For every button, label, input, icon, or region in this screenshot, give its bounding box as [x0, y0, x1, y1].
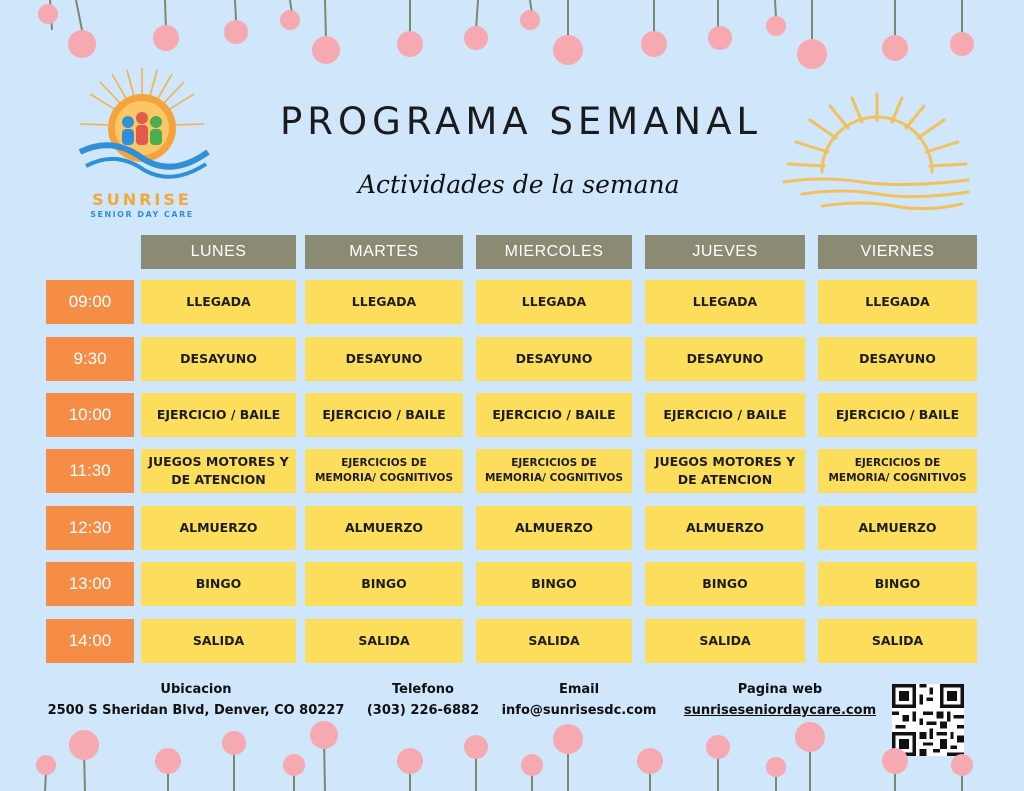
activity-cell: BINGO: [305, 562, 463, 606]
activity-cell: LLEGADA: [141, 280, 296, 324]
flower-icon: [397, 0, 423, 57]
time-cell: 09:00: [46, 280, 134, 324]
activity-cell: LLEGADA: [645, 280, 805, 324]
flower-icon: [464, 735, 488, 791]
flower-icon: [520, 0, 583, 65]
activity-cell: BINGO: [818, 562, 977, 606]
activity-cell: DESAYUNO: [141, 337, 296, 381]
flower-icon: [882, 0, 908, 61]
activity-cell: DESAYUNO: [818, 337, 977, 381]
flower-icon: [222, 731, 246, 791]
activity-cell: ALMUERZO: [818, 506, 977, 550]
day-header-tuesday: MARTES: [305, 235, 463, 269]
footer-email: [494, 680, 664, 722]
day-header-thursday: JUEVES: [645, 235, 805, 269]
activity-cell: EJERCICIO / BAILE: [141, 393, 296, 437]
page-subtitle: Actividades de la semana: [358, 170, 680, 199]
activity-cell: JUEGOS MOTORES Y DE ATENCION: [141, 449, 296, 493]
activity-cell: SALIDA: [141, 619, 296, 663]
footer-website: [672, 680, 888, 722]
flower-icon: [708, 0, 732, 50]
website-label: Pagina web: [737, 682, 823, 697]
time-cell: 13:00: [46, 562, 134, 606]
flower-icon: [283, 721, 338, 791]
activity-cell: LLEGADA: [476, 280, 632, 324]
flower-icon: [766, 0, 827, 69]
day-header-monday: LUNES: [141, 235, 296, 269]
activity-cell: ALMUERZO: [476, 506, 632, 550]
flower-icon: [224, 0, 248, 44]
flower-icon: [641, 0, 667, 57]
activity-cell: DESAYUNO: [476, 337, 632, 381]
activity-cell: EJERCICIOS DE MEMORIA/ COGNITIVOS: [305, 449, 463, 493]
sunrise-logo: [72, 66, 212, 224]
day-header-wednesday: MIERCOLES: [476, 235, 632, 269]
logo-name: SUNRISE: [92, 190, 192, 209]
flower-icon: [637, 748, 663, 791]
flower-icon: [950, 0, 974, 56]
activity-cell: JUEGOS MOTORES Y DE ATENCION: [645, 449, 805, 493]
time-cell: 9:30: [46, 337, 134, 381]
flower-icon: [521, 724, 583, 791]
flower-icon: [36, 730, 99, 791]
time-cell: 11:30: [46, 449, 134, 493]
email-value[interactable]: info@sunrisesdc.com: [501, 703, 657, 718]
activity-cell: SALIDA: [645, 619, 805, 663]
activity-cell: DESAYUNO: [305, 337, 463, 381]
flower-icon: [397, 748, 423, 791]
flower-icon: [155, 748, 181, 791]
activity-cell: SALIDA: [476, 619, 632, 663]
activity-cell: EJERCICIOS DE MEMORIA/ COGNITIVOS: [818, 449, 977, 493]
time-cell: 14:00: [46, 619, 134, 663]
activity-cell: EJERCICIO / BAILE: [818, 393, 977, 437]
activity-cell: ALMUERZO: [305, 506, 463, 550]
website-link[interactable]: sunriseseniordaycare.com: [683, 703, 877, 718]
flower-icon: [464, 0, 488, 50]
footer-location: [46, 680, 346, 722]
page-title: PROGRAMA SEMANAL: [280, 100, 763, 143]
flower-icon: [280, 0, 340, 64]
activity-cell: EJERCICIO / BAILE: [645, 393, 805, 437]
flower-icon: [951, 754, 973, 791]
flower-icon: [153, 0, 179, 51]
activity-cell: SALIDA: [305, 619, 463, 663]
logo-subtitle: SENIOR DAY CARE: [90, 210, 194, 219]
time-cell: 10:00: [46, 393, 134, 437]
flower-icon: [38, 0, 96, 58]
activity-cell: EJERCICIO / BAILE: [305, 393, 463, 437]
phone-label: Telefono: [391, 682, 454, 697]
location-label: Ubicacion: [160, 682, 232, 697]
flower-icon: [706, 735, 730, 791]
email-label: Email: [558, 682, 600, 697]
activity-cell: EJERCICIOS DE MEMORIA/ COGNITIVOS: [476, 449, 632, 493]
phone-value[interactable]: (303) 226-6882: [366, 703, 480, 718]
activity-cell: SALIDA: [818, 619, 977, 663]
activity-cell: BINGO: [141, 562, 296, 606]
activity-cell: DESAYUNO: [645, 337, 805, 381]
sunrise-logo-icon: [72, 66, 212, 186]
activity-cell: BINGO: [645, 562, 805, 606]
day-header-friday: VIERNES: [818, 235, 977, 269]
flower-border-bottom: [0, 711, 1024, 791]
activity-cell: LLEGADA: [305, 280, 463, 324]
location-value: 2500 S Sheridan Blvd, Denver, CO 80227: [47, 703, 345, 718]
time-cell: 12:30: [46, 506, 134, 550]
flower-icon: [766, 722, 825, 791]
qr-code-icon[interactable]: [892, 684, 964, 756]
activity-cell: LLEGADA: [818, 280, 977, 324]
activity-cell: BINGO: [476, 562, 632, 606]
activity-cell: EJERCICIO / BAILE: [476, 393, 632, 437]
sun-rays-icon: [782, 90, 972, 216]
activity-cell: ALMUERZO: [645, 506, 805, 550]
footer-phone: [358, 680, 488, 722]
activity-cell: ALMUERZO: [141, 506, 296, 550]
